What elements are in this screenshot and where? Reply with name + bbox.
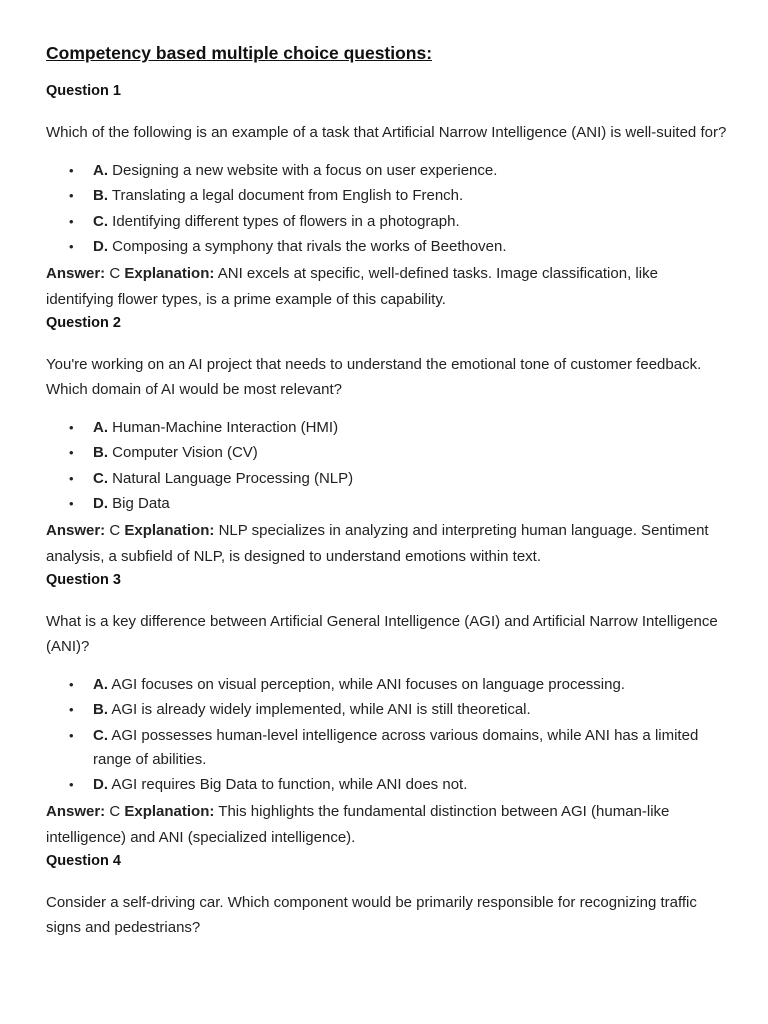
option-text: Translating a legal document from English to French. xyxy=(111,187,464,204)
answer-label: Answer: xyxy=(46,264,106,282)
option-text: Composing a symphony that rivals the works of Beethoven. xyxy=(112,238,507,255)
document-title: Competency based multiple choice questions: xyxy=(46,43,433,63)
option-letter: C. xyxy=(93,212,108,230)
question-text: Which of the following is an example of a task that Artificial Narrow Intelligence (ANI) is well-suited for? xyxy=(46,124,727,141)
bullet-icon: • xyxy=(69,213,74,229)
option-list xyxy=(46,416,728,517)
option-list xyxy=(46,159,728,260)
bullet-icon: • xyxy=(69,496,74,511)
option-text: Computer Vision (CV) xyxy=(112,444,258,461)
explanation-text: This highlights the fundamental distinction between AGI (human-like intelligence) and ANI (specialized intelligence). xyxy=(46,802,670,846)
option-a xyxy=(46,159,728,183)
bullet-icon: • xyxy=(69,239,74,254)
question-heading: Question 3 xyxy=(46,571,121,588)
bullet-icon: • xyxy=(69,470,74,486)
option-letter: B. xyxy=(93,701,108,718)
answer-explanation xyxy=(46,799,728,851)
question-heading: Question 2 xyxy=(46,314,121,331)
option-list xyxy=(46,673,728,798)
option-b xyxy=(46,698,728,722)
answer-label: Answer: xyxy=(46,802,106,820)
option-letter: A. xyxy=(93,161,108,179)
bullet-icon: • xyxy=(69,419,74,435)
option-c xyxy=(46,467,728,491)
option-text: Human-Machine Interaction (HMI) xyxy=(112,418,339,436)
option-text: Designing a new website with a focus on user experience. xyxy=(112,161,498,179)
explanation-label: Explanation: xyxy=(124,521,215,539)
answer-value: C xyxy=(109,802,121,820)
bullet-icon: • xyxy=(69,162,74,178)
option-text: AGI focuses on visual perception, while ANI focuses on language processing. xyxy=(111,675,625,693)
option-a xyxy=(46,673,728,697)
option-letter: B. xyxy=(93,187,108,204)
bullet-icon: • xyxy=(69,702,74,717)
question-3 xyxy=(46,570,728,851)
question-text: What is a key difference between Artificial General Intelligence (AGI) and Artificial Narrow Intelligence (ANI)? xyxy=(46,612,718,655)
question-heading: Question 4 xyxy=(46,852,121,869)
option-text: AGI requires Big Data to function, while ANI does not. xyxy=(111,776,468,793)
explanation-text: NLP specializes in analyzing and interpreting human language. Sentiment analysis, a subfield of NLP, is designed to understand emotions within text. xyxy=(46,521,709,565)
explanation-label: Explanation: xyxy=(124,802,215,820)
option-text: Big Data xyxy=(112,495,170,512)
question-1 xyxy=(46,81,728,313)
answer-value: C xyxy=(109,264,121,282)
answer-explanation xyxy=(46,261,728,313)
explanation-label: Explanation: xyxy=(124,264,215,282)
option-c xyxy=(46,210,728,234)
option-letter: A. xyxy=(93,675,108,693)
bullet-icon: • xyxy=(69,777,74,792)
bullet-icon: • xyxy=(69,676,74,692)
option-letter: D. xyxy=(93,238,108,255)
option-c xyxy=(46,724,728,772)
question-text: Consider a self-driving car. Which component would be primarily responsible for recognizing traffic signs and pedestrians? xyxy=(46,893,697,936)
option-text: Identifying different types of flowers in a photograph. xyxy=(112,212,460,230)
answer-label: Answer: xyxy=(46,521,106,539)
option-letter: C. xyxy=(93,469,108,487)
option-b xyxy=(46,184,728,208)
explanation-text: ANI excels at specific, well-defined tasks. Image classification, like identifying flower types, is a prime example of this capability. xyxy=(46,264,658,308)
bullet-icon: • xyxy=(69,727,74,743)
option-letter: D. xyxy=(93,495,108,512)
option-d xyxy=(46,235,728,259)
bullet-icon: • xyxy=(69,188,74,203)
option-letter: B. xyxy=(93,444,108,461)
option-text: Natural Language Processing (NLP) xyxy=(112,469,354,487)
option-letter: C. xyxy=(93,726,108,744)
option-a xyxy=(46,416,728,440)
answer-explanation xyxy=(46,518,728,570)
option-b xyxy=(46,441,728,465)
question-2 xyxy=(46,313,728,570)
option-text: AGI is already widely implemented, while ANI is still theoretical. xyxy=(111,701,531,718)
option-letter: A. xyxy=(93,418,108,436)
option-d xyxy=(46,492,728,516)
question-4 xyxy=(46,851,728,941)
answer-value: C xyxy=(109,521,121,539)
question-heading: Question 1 xyxy=(46,83,121,99)
bullet-icon: • xyxy=(69,445,74,460)
option-letter: D. xyxy=(93,776,108,793)
option-d xyxy=(46,773,728,797)
question-text: You're working on an AI project that needs to understand the emotional tone of customer feedback. Which domain of AI would be most relevant? xyxy=(46,355,702,398)
option-text: AGI possesses human-level intelligence across various domains, while ANI has a limited range of abilities. xyxy=(93,726,699,768)
